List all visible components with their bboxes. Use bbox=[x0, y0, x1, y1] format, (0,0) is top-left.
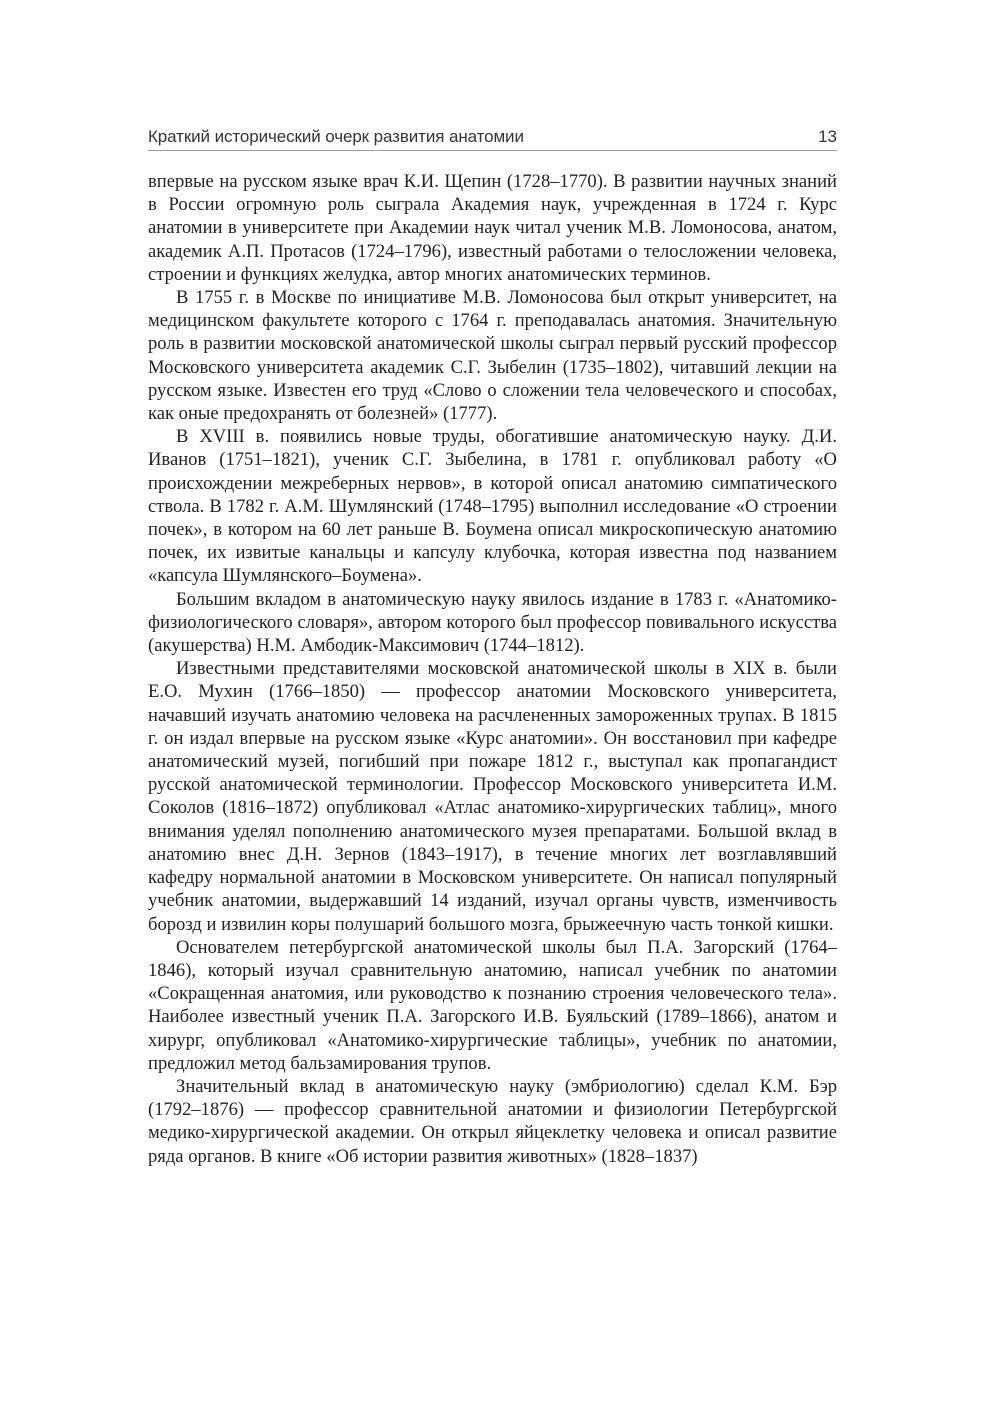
paragraph-moscow-school: Известными представителями московской анатомической школы в XIX в. были Е.О. Мухин (1766–1850) — профессор анатомии Московского университета, начавший изучать анатомию человека на расчлененных замороженных трупах. В 1815 г. он издал впервые на русском языке «Курс анатомии». Он восстановил при кафедре анатомический музей, погибший при пожаре 1812 г., выступал как пропагандист русской анатомической терминологии. Профессор Московского университета И.М. Соколов (1816–1872) опубликовал «Атлас анатомико-хирургических таблиц», много внимания уделял пополнению анатомического музея препаратами. Большой вклад в анатомию внес Д.Н. Зернов (1843–1917), в течение многих лет возглавлявший кафедру нормальной анатомии в Московском университете. Он написал популярный учебник анатомии, выдержавший 14 изданий, изучал органы чувств, изменчивость борозд и извилин коры полушарий большого мозга, брыжеечную часть тонкой кишки. bbox=[148, 658, 837, 935]
paragraph-moscow-university: В 1755 г. в Москве по инициативе М.В. Ломоносова был открыт университет, на медицинском факультете которого с 1764 г. преподавалась анатомия. Значительную роль в развитии московской анатомической школы сыграл первый русский профессор Московского университета академик С.Г. Зыбелин (1735–1802), читавший лекции на русском языке. Известен его труд «Слово о сложении тела человеческого и способах, как оные предохранять от болезней» (1777). bbox=[148, 287, 837, 425]
running-title: Краткий исторический очерк развития анатомии bbox=[148, 127, 524, 146]
running-header bbox=[148, 124, 837, 151]
page-number: 13 bbox=[818, 127, 837, 146]
paragraph-embryology: Значительный вклад в анатомическую науку (эмбриологию) сделал К.М. Бэр (1792–1876) — профессор сравнительной анатомии и физиологии Петербургской медико-хирургической академии. Он открыл яйцеклетку человека и описал развитие ряда органов. В книге «Об истории развития животных» (1828–1837) bbox=[148, 1075, 837, 1167]
paragraph-continuation: впервые на русском языке врач К.И. Щепин (1728–1770). В развитии научных знаний в России огромную роль сыграла Академия наук, учрежденная в 1724 г. Курс анатомии в университете при Академии наук читал ученик М.В. Ломоносова, анатом, академик А.П. Протасов (1724–1796), известный работами о телосложении человека, строении и функциях желудка, автор многих анатомических терминов. bbox=[148, 171, 837, 285]
paragraph-xviii-century: В XVIII в. появились новые труды, обогатившие анатомическую науку. Д.И. Иванов (1751–1821), ученик С.Г. Зыбелина, в 1781 г. опубликовал работу «О происхождении межреберных нервов», в которой описал анатомию симпатического ствола. В 1782 г. А.М. Шумлянский (1748–1795) выполнил исследование «О строении почек», в котором на 60 лет раньше В. Боумена описал микроскопическую анатомию почек, их извитые канальцы и капсулу клубочка, которая известна под названием «капсула Шумлянского–Боумена». bbox=[148, 426, 837, 587]
paragraph-petersburg-school: Основателем петербургской анатомической школы был П.А. Загорский (1764–1846), который изучал сравнительную анатомию, написал учебник по анатомии «Сокращенная анатомия, или руководство к познанию строения человеческого тела». Наиболее известный ученик П.А. Загорского И.В. Буяльский (1789–1866), анатом и хирург, опубликовал «Анатомико-хирургические таблицы», учебник по анатомии, предложил метод бальзамирования трупов. bbox=[148, 936, 837, 1074]
body-text bbox=[148, 170, 837, 1168]
paragraph-dictionary: Большим вкладом в анатомическую науку явилось издание в 1783 г. «Анатомико-физиологического словаря», автором которого был профессор повивального искусства (акушерства) Н.М. Амбодик-Максимович (1744–1812). bbox=[148, 588, 837, 657]
